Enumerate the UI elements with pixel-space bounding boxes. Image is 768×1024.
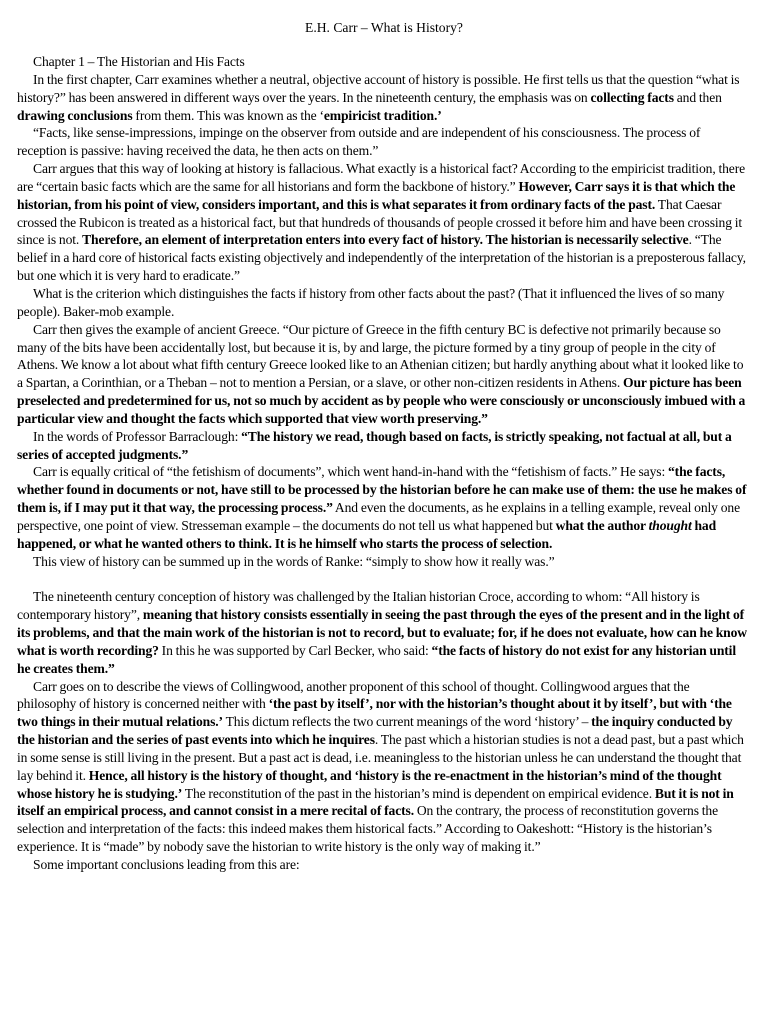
bold-text: “the facts of history do not exist for any historian until he creates them.” [17,642,736,676]
bold-text: “The history we read, though based on facts, is strictly speaking, not factual at all, but a series of accepted judgments.” [17,428,732,462]
document-body [17,53,751,874]
bold-text: drawing conclusions [17,107,133,123]
paragraph [17,678,751,856]
text-run: The nineteenth century conception of history was challenged by the Italian historian Croce, according to whom: “All history is contemporary history”, [17,589,700,623]
bold-text: thought [648,517,692,533]
paragraph [17,160,751,285]
paragraph [17,321,751,428]
paragraph [17,124,751,160]
text-run: And even the documents, as he explains in a telling example, reveal only one perspective, one point of view. Stresseman example – the documents do not tell us what happened but [17,500,740,533]
text-run: Some important conclusions leading from this are: [33,856,300,872]
bold-text: empiricist tradition.’ [323,107,442,123]
text-run: Carr is equally critical of “the fetishism of documents”, which went hand-in-hand with the “fetishism of facts.” He says: [33,464,668,480]
text-run: In this he was supported by Carl Becker, who said: [158,642,432,658]
text-run: Carr goes on to describe the views of Collingwood, another proponent of this school of thought. Collingwood argues that the philosophy of history is concerned neither with [17,678,690,712]
paragraph [17,71,751,125]
bold-text: collecting facts [590,89,674,105]
text-run: What is the criterion which distinguishes the facts if history from other facts about the past? (That it influenced the lives of so many people). Baker-mob example. [17,285,725,319]
text-run: “Facts, like sense-impressions, impinge on the observer from outside and are independent of his consciousness. The process of reception is passive: having received the data, he then acts on them.” [17,125,701,159]
paragraph [17,588,751,677]
paragraph [17,285,751,321]
text-run: That Caesar crossed the Rubicon is treated as a historical fact, but that hundreds of thousands of people crossed it before him and have been crossing it since is not. [17,196,743,248]
text-run: This view of history can be summed up in the words of Ranke: “simply to show how it really was.” [33,553,555,569]
bold-text: the inquiry conducted by the historian and the series of past events into which he inquires [17,714,733,748]
bold-text: “the facts, whether found in documents or not, have still to be processed by the historian before he can make use of them: the use he makes of them is, if I may put it that way, the processing process.” [17,464,747,516]
paragraph [17,428,751,464]
text-run: In the words of Professor Barraclough: [33,428,242,444]
text-run: Chapter 1 – The Historian and His Facts [33,54,245,69]
text-run: . The past which a historian studies is not a dead past, but a past which in some sense is still living in the present. But a past act is dead, i.e. meaningless to the historian unless he can understand the thought that lay behind it. [17,732,744,783]
bold-text: what the author [555,517,649,533]
text-run: Carr then gives the example of ancient Greece. “Our picture of Greece in the fifth century BC is defective not primarily because so many of the bits have been accidentally lost, but because it is, by and large, the picture formed by a tiny group of people in the city of Athens. We know a lot about what fifth century Greece looked like to an Athenian citizen; but hardly anything about what it looked like to a Spartan, a Corinthian, or a Theban – not to mention a Persian, or a slave, or other non-citizen residents in Athens. [17,321,744,391]
bold-text: had happened, or what he wanted others to think. It is he himself who starts the process of selection. [17,517,717,551]
text-run: . “The belief in a hard core of historical facts existing objectively and independently of the interpretation of the historian is a preposterous fallacy, but one which it is very hard to eradicate.” [17,232,746,284]
text-run: The reconstitution of the past in the historian’s mind is dependent on empirical evidence. [182,785,655,801]
paragraph [17,463,751,552]
bold-text: However, Carr says it is that which the historian, from his point of view, considers important, and this is what separates it from ordinary facts of the past. [17,178,736,212]
document-title: E.H. Carr – What is History? [305,20,463,35]
bold-text: But it is not in itself an empirical process, and cannot consist in a mere recital of facts. [17,785,734,819]
text-run: In the first chapter, Carr examines whether a neutral, objective account of history is possible. He first tells us that the question “what is history?” has been answered in different ways over the years. In the nineteenth century, the emphasis was on [17,71,740,105]
bold-text: Hence, all history is the history of thought, and ‘history is the re-enactment in the historian’s mind of the thought whose history he is studying.’ [17,767,722,801]
text-run: On the contrary, the process of reconstitution governs the selection and interpretation of the facts: this indeed makes them historical facts.” According to Oakeshott: “History is the historian’s experience. It is “made” by nobody save the historian to write history is the only way of making it.” [17,803,719,855]
paragraph [17,856,751,874]
bold-text: ‘the past by itself’, nor with the historian’s thought about it by itself’, but with ‘the two things in their mutual relations.’ [17,696,732,730]
bold-text: Therefore, an element of interpretation enters into every fact of history. The historian is necessarily selective [82,232,689,248]
text-run: Carr argues that this way of looking at history is fallacious. What exactly is a historical fact? According to the empiricist tradition, there are “certain basic facts which are the same for all historians and form the backbone of history.” [17,161,746,194]
bold-text: meaning that history consists essentially in seeing the past through the eyes of the present and in the light of its problems, and that the main work of the historian is not to record, but to evaluate; for, if he does not evaluate, how can he know what is worth recording? [17,607,747,658]
text-run: This dictum reflects the two current meanings of the word ‘history’ – [222,714,592,730]
paragraph [17,553,751,571]
text-run: from them. This was known as the ‘ [132,107,324,123]
text-run: and then [673,89,722,105]
bold-text: Our picture has been preselected and predetermined for us, not so much by accident as by people who were consciously or unconsciously imbued with a particular view and thought the facts which supported that view worth preserving.” [17,375,746,426]
chapter-heading [17,53,751,71]
